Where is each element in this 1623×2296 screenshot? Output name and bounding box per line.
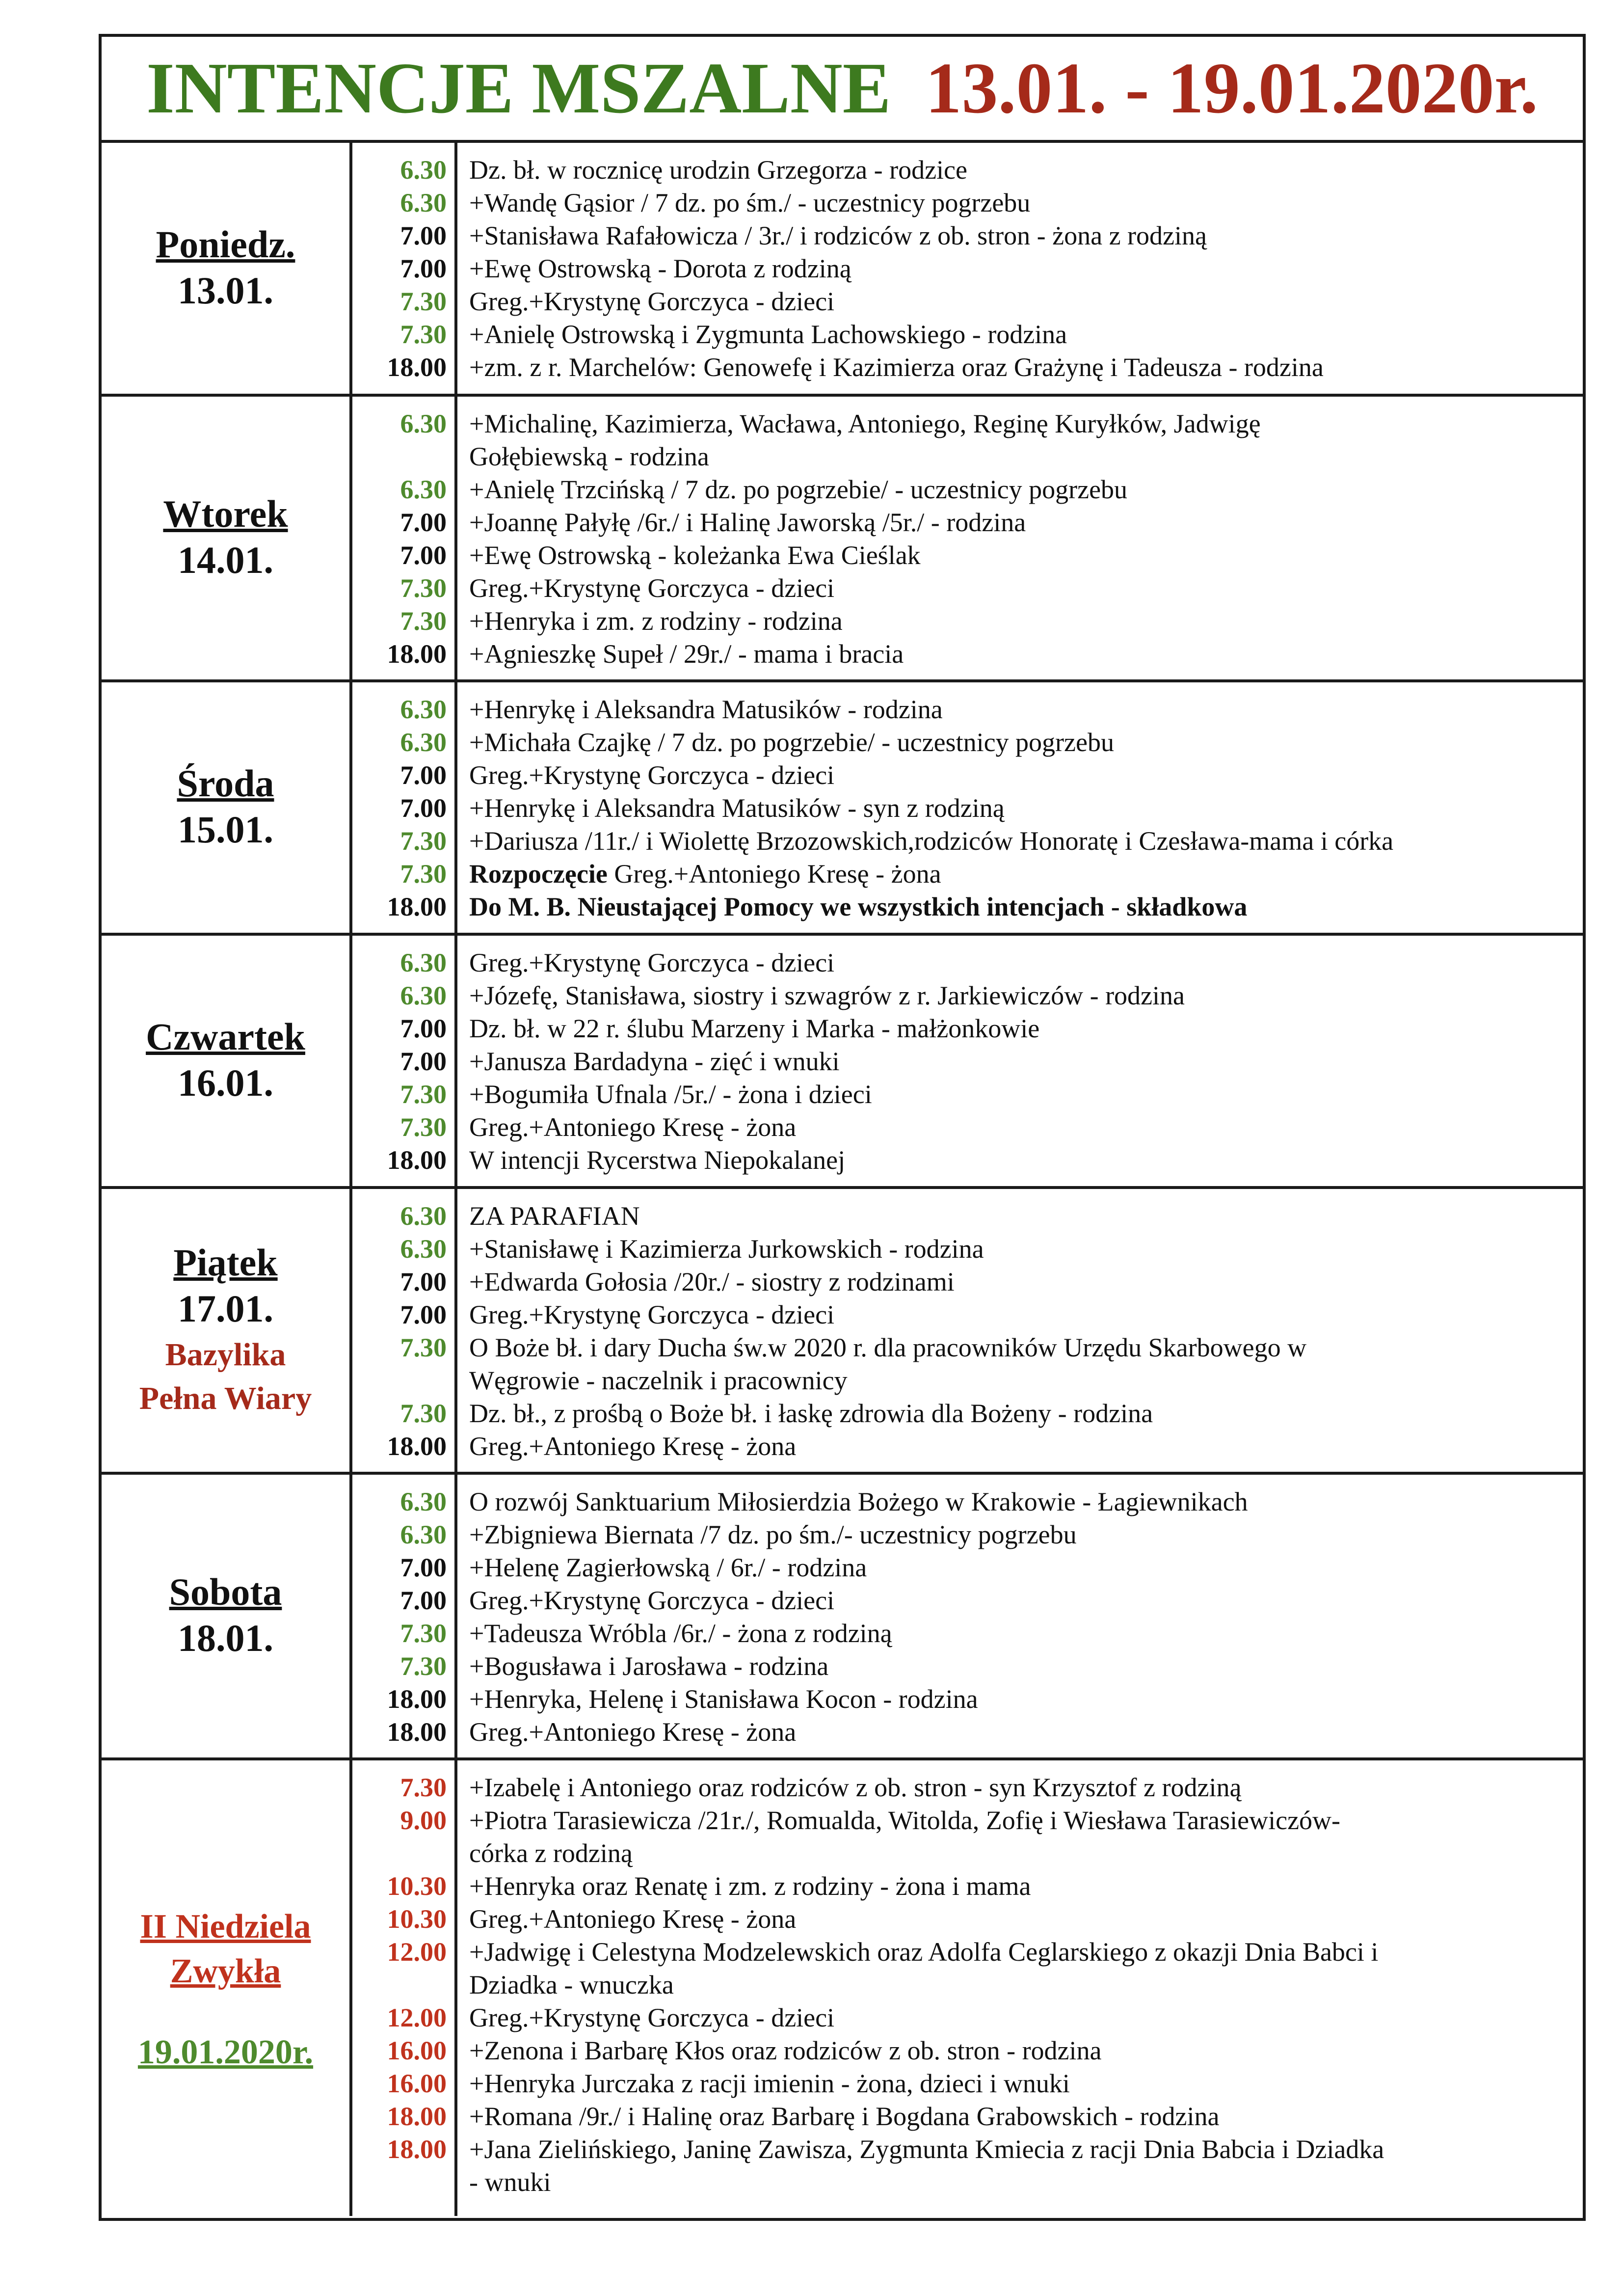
mass-time: 7.00 xyxy=(400,1014,447,1043)
day-row-tuesday xyxy=(102,397,1583,682)
mass-time: 7.00 xyxy=(400,793,447,823)
intention-text-continued: Dziadka - wnuczka xyxy=(469,1970,674,1999)
mass-time: 18.00 xyxy=(387,352,447,382)
intention-text: Greg.+Krystynę Gorczyca - dzieci xyxy=(469,287,835,316)
mass-time: 6.30 xyxy=(400,1487,447,1516)
intention-text: Greg.+Antoniego Kresę - żona xyxy=(469,1112,797,1142)
intention-text: Greg.+Antoniego Kresę - żona xyxy=(469,1432,797,1461)
day-row-saturday xyxy=(102,1475,1583,1760)
intention-text: +Janusza Bardadyna - zięć i wnuki xyxy=(469,1047,840,1076)
sunday-date: 19.01.2020r. xyxy=(137,2033,314,2071)
day-cell xyxy=(102,682,352,933)
intention-text: +Agnieszkę Supeł / 29r./ - mama i bracia xyxy=(469,639,904,669)
day-name: Piątek xyxy=(173,1241,278,1284)
intention-text: +Tadeusza Wróbla /6r./ - żona z rodziną xyxy=(469,1619,892,1648)
intention-text: O rozwój Sanktuarium Miłosierdzia Bożego w Krakowie - Łagiewnikach xyxy=(469,1487,1248,1516)
time-column xyxy=(352,1189,457,1472)
mass-time: 10.30 xyxy=(387,1871,447,1901)
intention-text: +Anielę Trzcińską / 7 dz. po pogrzebie/ - uczestnicy pogrzebu xyxy=(469,475,1128,504)
mass-time: 7.30 xyxy=(400,1080,447,1109)
intention-text: +Bogumiła Ufnala /5r./ - żona i dzieci xyxy=(469,1080,872,1109)
mass-time: 6.30 xyxy=(400,695,447,724)
intention-text: +Henryka, Helenę i Stanisława Kocon - rodzina xyxy=(469,1684,978,1714)
mass-time: 18.00 xyxy=(387,2134,447,2164)
intention-text: +Bogusława i Jarosława - rodzina xyxy=(469,1651,829,1681)
intention-text: +zm. z r. Marchelów: Genowefę i Kazimierza oraz Grażynę i Tadeusza - rodzina xyxy=(469,352,1324,382)
intention-text-continued: - wnuki xyxy=(469,2167,551,2197)
mass-time: 7.30 xyxy=(400,859,447,889)
day-note-indulgence: Pełna Wiary xyxy=(139,1380,312,1416)
mass-time: 7.00 xyxy=(400,1300,447,1329)
mass-time: 7.00 xyxy=(400,1047,447,1076)
time-column xyxy=(352,1475,457,1757)
day-name: Wtorek xyxy=(163,492,288,536)
intention-text: +Henryka Jurczaka z racji imienin - żona, dzieci i wnuki xyxy=(469,2069,1070,2098)
time-column xyxy=(352,1760,457,2216)
intention-column xyxy=(457,143,1583,394)
day-note-basilica: Bazylika xyxy=(165,1336,286,1373)
time-column xyxy=(352,936,457,1186)
intention-text: Greg.+Krystynę Gorczyca - dzieci xyxy=(469,1586,835,1615)
intention-text: +Helenę Zagierłowską / 6r./ - rodzina xyxy=(469,1553,867,1582)
mass-time: 10.30 xyxy=(387,1904,447,1934)
mass-time: 18.00 xyxy=(387,1717,447,1747)
day-cell xyxy=(102,1189,352,1472)
intention-column xyxy=(457,397,1583,679)
mass-time: 7.30 xyxy=(400,1773,447,1802)
sunday-name-line2: Zwykła xyxy=(170,1952,281,1990)
intention-text: +Izabelę i Antoniego oraz rodziców z ob. stron - syn Krzysztof z rodziną xyxy=(469,1773,1242,1802)
time-column xyxy=(352,143,457,394)
mass-time: 6.30 xyxy=(400,409,447,438)
mass-time: 16.00 xyxy=(387,2069,447,2098)
day-date: 17.01. xyxy=(178,1287,273,1330)
intention-text: Greg.+Antoniego Kresę - żona xyxy=(469,1717,797,1747)
intention-text: +Jana Zielińskiego, Janinę Zawisza, Zygmunta Kmiecia z racji Dnia Babcia i Dziadka xyxy=(469,2134,1384,2164)
mass-time: 6.30 xyxy=(400,475,447,504)
intention-text: +Edwarda Gołosia /20r./ - siostry z rodzinami xyxy=(469,1267,955,1297)
intention-text: +Stanisława Rafałowicza / 3r./ i rodziców z ob. stron - żona z rodziną xyxy=(469,221,1207,250)
day-name: Poniedz. xyxy=(156,222,295,266)
intention-text: +Henrykę i Aleksandra Matusików - rodzina xyxy=(469,695,943,724)
time-column xyxy=(352,397,457,679)
intention-text: +Michała Czajkę / 7 dz. po pogrzebie/ - uczestnicy pogrzebu xyxy=(469,728,1114,757)
mass-time: 7.00 xyxy=(400,1553,447,1582)
mass-time: 18.00 xyxy=(387,1145,447,1175)
intention-column xyxy=(457,1475,1583,1757)
mass-time: 12.00 xyxy=(387,2003,447,2032)
intention-text-continued: Gołębiewską - rodzina xyxy=(469,442,709,471)
intention-text: +Wandę Gąsior / 7 dz. po śm./ - uczestnicy pogrzebu xyxy=(469,188,1031,217)
intention-rest: Greg.+Antoniego Kresę - żona xyxy=(607,859,941,889)
intention-text xyxy=(469,891,1578,923)
mass-time: 7.30 xyxy=(400,320,447,349)
intention-bold-text: Do M. B. Nieustającej Pomocy we wszystkich intencjach - składkowa xyxy=(469,892,1248,921)
intention-text: W intencji Rycerstwa Niepokalanej xyxy=(469,1145,846,1175)
mass-time: 6.30 xyxy=(400,155,447,185)
day-row-sunday xyxy=(102,1760,1583,2216)
intention-text: +Józefę, Stanisława, siostry i szwagrów z r. Jarkiewiczów - rodzina xyxy=(469,981,1185,1010)
title-date-range: 13.01. - 19.01.2020r. xyxy=(925,48,1538,129)
intention-text-continued: Węgrowie - naczelnik i pracownicy xyxy=(469,1366,848,1395)
mass-time: 7.00 xyxy=(400,760,447,790)
day-date: 18.01. xyxy=(178,1617,273,1660)
mass-time: 18.00 xyxy=(387,2102,447,2131)
day-date: 14.01. xyxy=(178,539,273,582)
title-row xyxy=(102,37,1583,143)
day-name: Czwartek xyxy=(146,1015,305,1058)
intention-bold-prefix: Rozpoczęcie xyxy=(469,859,608,889)
mass-time: 7.30 xyxy=(400,1619,447,1648)
mass-time: 7.00 xyxy=(400,540,447,570)
mass-time: 18.00 xyxy=(387,892,447,921)
mass-time: 6.30 xyxy=(400,1201,447,1231)
mass-time: 7.00 xyxy=(400,221,447,250)
intention-text: +Piotra Tarasiewicza /21r./, Romualda, Witolda, Zofię i Wiesława Tarasiewiczów- xyxy=(469,1806,1341,1835)
intention-text: Greg.+Krystynę Gorczyca - dzieci xyxy=(469,2003,835,2032)
intention-text: Greg.+Krystynę Gorczyca - dzieci xyxy=(469,760,835,790)
day-row-friday xyxy=(102,1189,1583,1475)
intention-text-continued: córka z rodziną xyxy=(469,1838,633,1868)
day-cell xyxy=(102,143,352,394)
sunday-name-line1: II Niedziela xyxy=(140,1908,311,1945)
day-date: 13.01. xyxy=(178,269,273,312)
mass-time: 18.00 xyxy=(387,639,447,669)
intention-column xyxy=(457,682,1583,933)
page-title: INTENCJE MSZALNE xyxy=(146,48,891,129)
intention-text: Greg.+Antoniego Kresę - żona xyxy=(469,1904,797,1934)
mass-time: 7.30 xyxy=(400,1399,447,1428)
intention-text: Greg.+Krystynę Gorczyca - dzieci xyxy=(469,948,835,977)
intention-column xyxy=(457,936,1583,1186)
mass-time: 6.30 xyxy=(400,981,447,1010)
intention-text: +Stanisławę i Kazimierza Jurkowskich - rodzina xyxy=(469,1234,984,1264)
intention-text: Greg.+Krystynę Gorczyca - dzieci xyxy=(469,1300,835,1329)
day-row-monday xyxy=(102,143,1583,397)
intention-text: +Henrykę i Aleksandra Matusików - syn z rodziną xyxy=(469,793,1005,823)
mass-time: 7.30 xyxy=(400,826,447,856)
intention-text: Greg.+Krystynę Gorczyca - dzieci xyxy=(469,573,835,603)
intention-column xyxy=(457,1189,1583,1472)
mass-time: 9.00 xyxy=(400,1806,447,1835)
mass-time: 7.30 xyxy=(400,573,447,603)
mass-time: 7.30 xyxy=(400,606,447,636)
intention-text: Dz. bł. w 22 r. ślubu Marzeny i Marka - małżonkowie xyxy=(469,1014,1040,1043)
day-cell xyxy=(102,936,352,1186)
mass-time: 7.30 xyxy=(400,1651,447,1681)
mass-time: 6.30 xyxy=(400,188,447,217)
intention-text: +Ewę Ostrowską - Dorota z rodziną xyxy=(469,254,851,283)
intention-text xyxy=(469,858,1578,891)
intention-text: +Henryka i zm. z rodziny - rodzina xyxy=(469,606,843,636)
day-name: Środa xyxy=(177,762,274,805)
mass-intentions-table xyxy=(99,34,1586,2221)
day-cell xyxy=(102,1760,352,2216)
intention-text: +Henryka oraz Renatę i zm. z rodziny - żona i mama xyxy=(469,1871,1031,1901)
intention-text: +Anielę Ostrowską i Zygmunta Lachowskiego - rodzina xyxy=(469,320,1067,349)
mass-time: 6.30 xyxy=(400,1520,447,1549)
mass-time: 16.00 xyxy=(387,2036,447,2065)
mass-time: 6.30 xyxy=(400,948,447,977)
day-date: 16.01. xyxy=(178,1061,273,1105)
intention-text: +Zenona i Barbarę Kłos oraz rodziców z ob. stron - rodzina xyxy=(469,2036,1102,2065)
mass-time: 6.30 xyxy=(400,1234,447,1264)
mass-time: 18.00 xyxy=(387,1432,447,1461)
intention-text: +Dariusza /11r./ i Wiolettę Brzozowskich,rodziców Honoratę i Czesława-mama i córka xyxy=(469,826,1394,856)
mass-time: 7.00 xyxy=(400,508,447,537)
mass-time: 7.30 xyxy=(400,287,447,316)
mass-time: 7.00 xyxy=(400,1267,447,1297)
intention-text: +Romana /9r./ i Halinę oraz Barbarę i Bogdana Grabowskich - rodzina xyxy=(469,2102,1220,2131)
mass-time: 7.30 xyxy=(400,1333,447,1362)
mass-time: 18.00 xyxy=(387,1684,447,1714)
day-row-thursday xyxy=(102,936,1583,1189)
mass-time: 6.30 xyxy=(400,728,447,757)
day-row-wednesday xyxy=(102,682,1583,936)
intention-text: Dz. bł. w rocznicę urodzin Grzegorza - rodzice xyxy=(469,155,967,185)
intention-text: ZA PARAFIAN xyxy=(469,1201,640,1231)
day-cell xyxy=(102,1475,352,1757)
intention-column xyxy=(457,1760,1583,2216)
intention-text: +Zbigniewa Biernata /7 dz. po śm./- uczestnicy pogrzebu xyxy=(469,1520,1077,1549)
intention-text: O Boże bł. i dary Ducha św.w 2020 r. dla pracowników Urzędu Skarbowego w xyxy=(469,1333,1307,1362)
day-name: Sobota xyxy=(169,1570,282,1614)
intention-text: +Ewę Ostrowską - koleżanka Ewa Cieślak xyxy=(469,540,921,570)
intention-text: +Jadwigę i Celestyna Modzelewskich oraz Adolfa Ceglarskiego z okazji Dnia Babci i xyxy=(469,1937,1379,1967)
intention-text: +Michalinę, Kazimierza, Wacława, Antoniego, Reginę Kuryłków, Jadwigę xyxy=(469,409,1261,438)
intention-text: Dz. bł., z prośbą o Boże bł. i łaskę zdrowia dla Bożeny - rodzina xyxy=(469,1399,1153,1428)
mass-time: 7.00 xyxy=(400,254,447,283)
mass-time: 7.30 xyxy=(400,1112,447,1142)
day-cell xyxy=(102,397,352,679)
mass-time: 7.00 xyxy=(400,1586,447,1615)
intention-text: +Joannę Pałyłę /6r./ i Halinę Jaworską /5r./ - rodzina xyxy=(469,508,1026,537)
time-column xyxy=(352,682,457,933)
day-date: 15.01. xyxy=(178,808,273,851)
mass-time: 12.00 xyxy=(387,1937,447,1967)
